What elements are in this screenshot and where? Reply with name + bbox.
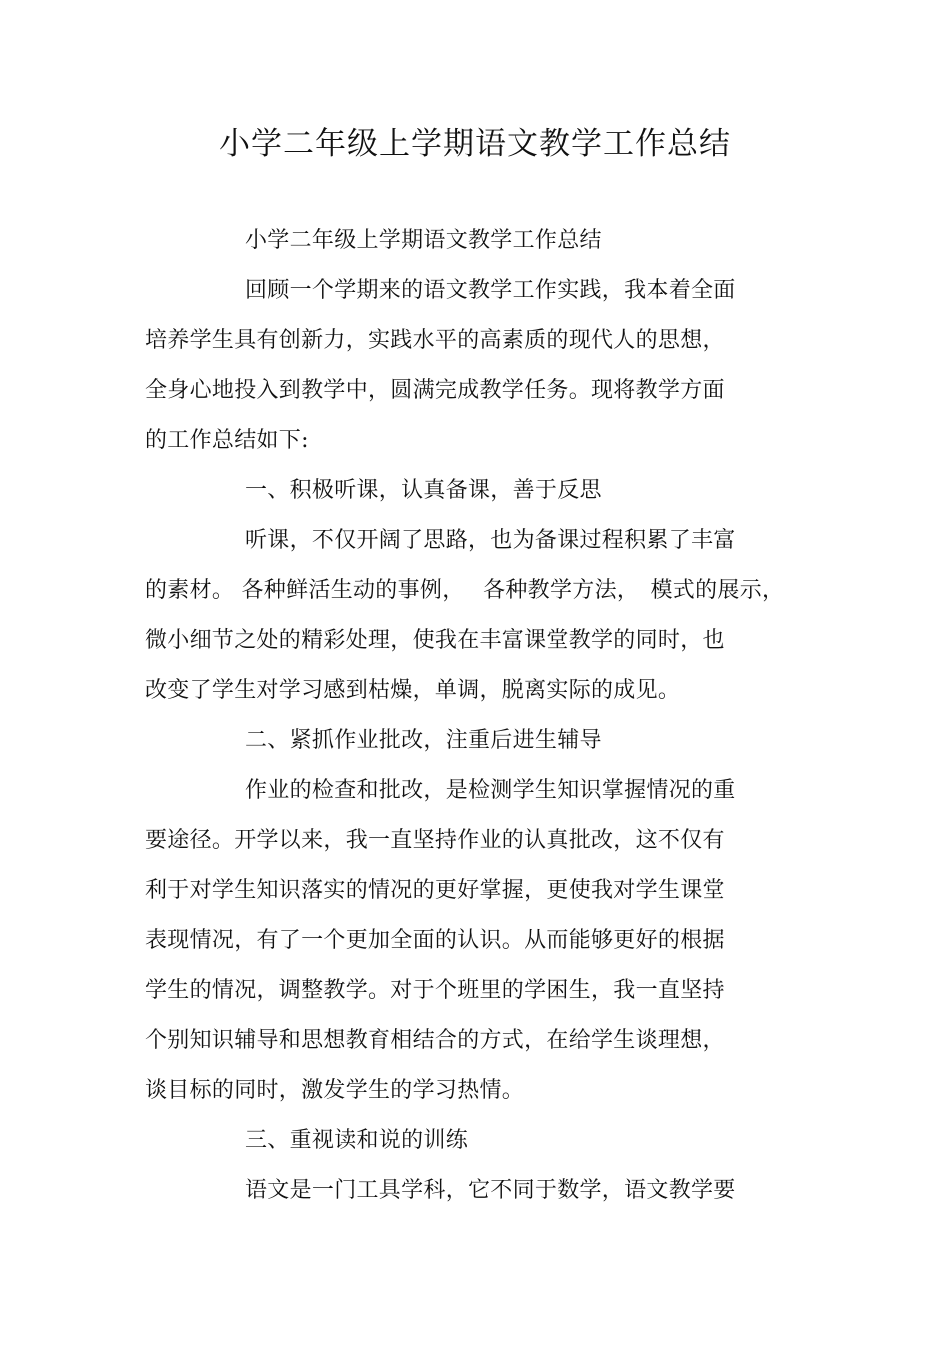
body-line: 全身心地投入到教学中，圆满完成教学任务。现将教学方面 [145,378,725,403]
body-line: 谈目标的同时，激发学生的学习热情。 [145,1078,525,1103]
body-line: 小学二年级上学期语文教学工作总结 [245,228,602,253]
body-line: 的素材。 各种鲜活生动的事例， 各种教学方法， 模式的展示， [145,578,785,603]
section-heading: 二、紧抓作业批改，注重后进生辅导 [245,728,602,753]
section-heading: 一、积极听课，认真备课，善于反思 [245,478,602,503]
body-line: 表现情况，有了一个更加全面的认识。从而能够更好的根据 [145,928,725,953]
body-line: 培养学生具有创新力，实践水平的高素质的现代人的思想， [145,328,725,353]
body-line: 个别知识辅导和思想教育相结合的方式，在给学生谈理想， [145,1028,725,1053]
document-title: 小学二年级上学期语文教学工作总结 [219,126,731,162]
section-heading: 三、重视读和说的训练 [245,1128,469,1153]
body-line: 利于对学生知识落实的情况的更好掌握，更使我对学生课堂 [145,878,725,903]
body-line: 要途径。开学以来，我一直坚持作业的认真批改，这不仅有 [145,828,725,853]
body-line: 回顾一个学期来的语文教学工作实践，我本着全面 [245,278,736,303]
body-line: 微小细节之处的精彩处理，使我在丰富课堂教学的同时，也 [145,628,725,653]
body-line: 语文是一门工具学科，它不同于数学，语文教学要 [245,1178,736,1203]
body-line: 的工作总结如下: [145,428,309,453]
body-line: 作业的检查和批改，是检测学生知识掌握情况的重 [245,778,736,803]
body-line: 学生的情况，调整教学。对于个班里的学困生，我一直坚持 [145,978,725,1003]
body-line: 改变了学生对学习感到枯燥，单调，脱离实际的成见。 [145,678,681,703]
body-line: 听课，不仅开阔了思路，也为备课过程积累了丰富 [245,528,736,553]
